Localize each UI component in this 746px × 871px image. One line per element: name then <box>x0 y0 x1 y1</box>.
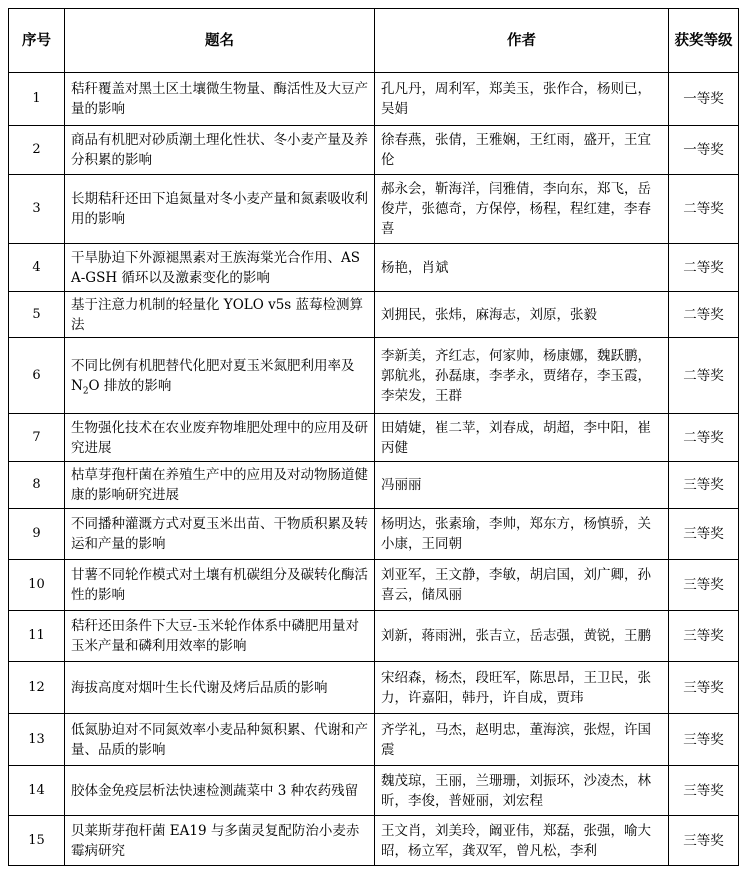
row-award: 三等奖 <box>669 714 739 766</box>
row-authors: 冯丽丽 <box>375 462 669 509</box>
row-title: 甘薯不同轮作模式对土壤有机碳组分及碳转化酶活性的影响 <box>65 560 375 611</box>
row-title-subscript: 2 <box>82 386 89 397</box>
award-list-page <box>8 8 738 866</box>
row-award: 三等奖 <box>669 462 739 509</box>
row-title: 干旱胁迫下外源褪黑素对王族海棠光合作用、ASA-GSH 循环以及激素变化的影响 <box>65 244 375 292</box>
row-title: 海拔高度对烟叶生长代谢及烤后品质的影响 <box>65 662 375 714</box>
table-row <box>9 244 739 292</box>
row-authors: 宋绍森，杨杰，段旺军，陈思昂，王卫民，张力，许嘉阳，韩丹，许自成，贾玮 <box>375 662 669 714</box>
row-authors: 孔凡丹，周利军，郑美玉，张作合，杨则已，吴娟 <box>375 73 669 126</box>
row-award: 一等奖 <box>669 73 739 126</box>
row-index: 2 <box>9 126 65 175</box>
row-award: 二等奖 <box>669 244 739 292</box>
header-index: 序号 <box>9 9 65 73</box>
row-index: 8 <box>9 462 65 509</box>
row-authors: 徐春燕，张倩，王雅娴，王红雨，盛开，王宜伦 <box>375 126 669 175</box>
table-row <box>9 560 739 611</box>
row-title: 商品有机肥对砂质潮土理化性状、冬小麦产量及养分积累的影响 <box>65 126 375 175</box>
row-title: 不同播种灌溉方式对夏玉米出苗、干物质积累及转运和产量的影响 <box>65 509 375 560</box>
row-title: 枯草芽孢杆菌在养殖生产中的应用及对动物肠道健康的影响研究进展 <box>65 462 375 509</box>
row-authors: 田婧婕，崔二苹，刘春成，胡超，李中阳，崔丙健 <box>375 414 669 462</box>
header-award: 获奖等级 <box>669 9 739 73</box>
table-row <box>9 509 739 560</box>
row-award: 二等奖 <box>669 292 739 338</box>
row-title: 基于注意力机制的轻量化 YOLO v5s 蓝莓检测算法 <box>65 292 375 338</box>
award-table <box>8 8 739 866</box>
row-award: 三等奖 <box>669 662 739 714</box>
row-award: 三等奖 <box>669 766 739 816</box>
table-row <box>9 175 739 244</box>
row-index: 5 <box>9 292 65 338</box>
table-row <box>9 414 739 462</box>
table-row <box>9 611 739 662</box>
row-title: 长期秸秆还田下追氮量对冬小麦产量和氮素吸收利用的影响 <box>65 175 375 244</box>
table-row <box>9 662 739 714</box>
row-title: 秸秆覆盖对黑土区土壤微生物量、酶活性及大豆产量的影响 <box>65 73 375 126</box>
table-row <box>9 292 739 338</box>
row-award: 二等奖 <box>669 338 739 414</box>
table-row <box>9 126 739 175</box>
table-row <box>9 73 739 126</box>
row-index: 12 <box>9 662 65 714</box>
row-authors: 魏茂琼，王丽，兰珊珊，刘振环，沙凌杰，林昕，李俊，普娅丽，刘宏程 <box>375 766 669 816</box>
table-header-row <box>9 9 739 73</box>
row-index: 3 <box>9 175 65 244</box>
row-authors: 王文肖，刘美玲，阚亚伟，郑磊，张强，喻大昭，杨立军，龚双军，曾凡松，李利 <box>375 816 669 866</box>
row-authors: 郝永会，靳海洋，闫雅倩，李向东，郑飞，岳俊芹，张德奇，方保停，杨程，程红建，李春喜 <box>375 175 669 244</box>
table-row <box>9 714 739 766</box>
row-authors: 刘拥民，张炜，麻海志，刘原，张毅 <box>375 292 669 338</box>
row-title <box>65 338 375 414</box>
row-award: 三等奖 <box>669 816 739 866</box>
row-index: 11 <box>9 611 65 662</box>
row-index: 1 <box>9 73 65 126</box>
row-title: 胶体金免疫层析法快速检测蔬菜中 3 种农药残留 <box>65 766 375 816</box>
row-index: 9 <box>9 509 65 560</box>
header-title: 题名 <box>65 9 375 73</box>
row-index: 7 <box>9 414 65 462</box>
row-title: 低氮胁迫对不同氮效率小麦品种氮积累、代谢和产量、品质的影响 <box>65 714 375 766</box>
row-authors: 李新美，齐红志，何家帅，杨康娜，魏跃鹏，郭航兆，孙磊康，李孝永，贾绪存，李玉霞，李荣发，王群 <box>375 338 669 414</box>
row-award: 三等奖 <box>669 509 739 560</box>
row-index: 6 <box>9 338 65 414</box>
row-award: 二等奖 <box>669 175 739 244</box>
row-title-prefix: 不同比例有机肥替代化肥对夏玉米氮肥利用率及 N <box>71 357 355 394</box>
row-index: 15 <box>9 816 65 866</box>
row-title-suffix: O 排放的影响 <box>88 377 172 394</box>
row-award: 三等奖 <box>669 611 739 662</box>
table-row <box>9 766 739 816</box>
row-authors: 杨艳，肖斌 <box>375 244 669 292</box>
header-authors: 作者 <box>375 9 669 73</box>
row-index: 13 <box>9 714 65 766</box>
row-authors: 刘新，蒋雨洲，张吉立，岳志强，黄锐，王鹏 <box>375 611 669 662</box>
table-row <box>9 816 739 866</box>
table-row <box>9 338 739 414</box>
row-index: 4 <box>9 244 65 292</box>
row-title: 生物强化技术在农业废弃物堆肥处理中的应用及研究进展 <box>65 414 375 462</box>
row-title: 秸秆还田条件下大豆-玉米轮作体系中磷肥用量对玉米产量和磷利用效率的影响 <box>65 611 375 662</box>
table-row <box>9 462 739 509</box>
row-title: 贝莱斯芽孢杆菌 EA19 与多菌灵复配防治小麦赤霉病研究 <box>65 816 375 866</box>
row-authors: 齐学礼，马杰，赵明忠，董海滨，张煜，许国震 <box>375 714 669 766</box>
row-award: 一等奖 <box>669 126 739 175</box>
row-authors: 杨明达，张素瑜，李帅，郑东方，杨慎骄，关小康，王同朝 <box>375 509 669 560</box>
row-index: 14 <box>9 766 65 816</box>
row-award: 三等奖 <box>669 560 739 611</box>
row-index: 10 <box>9 560 65 611</box>
row-award: 二等奖 <box>669 414 739 462</box>
row-authors: 刘亚军，王文静，李敏，胡启国，刘广卿，孙喜云，储凤丽 <box>375 560 669 611</box>
